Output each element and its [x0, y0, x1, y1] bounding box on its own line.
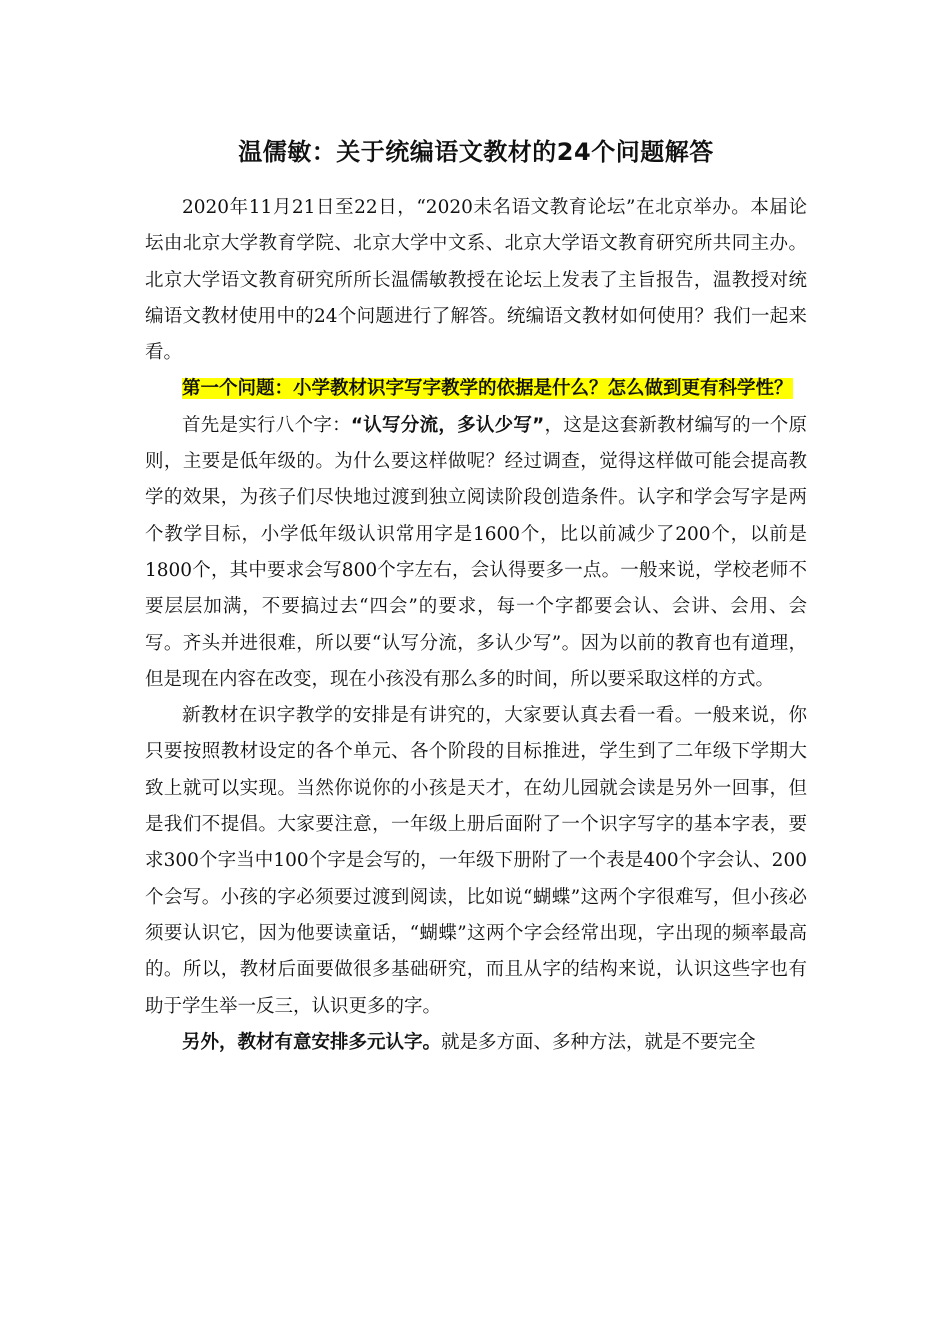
para-3-rest: 就是多方面、多种方法，就是不要完全: [441, 1031, 756, 1053]
document-title: 温儒敏：关于统编语文教材的24个问题解答: [238, 138, 714, 166]
question-highlight: 第一个问题：小学教材识字写字教学的依据是什么？怎么做到更有科学性？: [182, 378, 793, 400]
answer-paragraph-1: [145, 408, 807, 698]
para-1-emphasis: “认写分流，多认少写”: [350, 414, 545, 436]
answer-paragraph-3: [145, 1025, 807, 1061]
para-3-emphasis: 另外，教材有意安排多元认字。: [182, 1031, 442, 1053]
para-1-lead: 首先是实行八个字：: [182, 414, 351, 436]
intro-paragraph: 2020年11月21日至22日，“2020未名语文教育论坛”在北京举办。本届论坛由北京大学教育学院、北京大学中文系、北京大学语文教育研究所共同主办。北京大学语文教育研究所所长温儒敏教授在论坛上发表了主旨报告，温教授对统编语文教材使用中的24个问题进行了解答。统编语文教材如何使用？我们一起来看。: [145, 197, 807, 364]
answer-paragraph-2: 新教材在识字教学的安排是有讲究的，大家要认真去看一看。一般来说，你只要按照教材设定的各个单元、各个阶段的目标推进，学生到了二年级下学期大致上就可以实现。当然你说你的小孩是天才，在幼儿园就会读是另外一回事，但是我们不提倡。大家要注意，一年级上册后面附了一个识字写字的基本字表，要求300个字当中100个字是会写的，一年级下册附了一个表是400个字会认、200个会写。小孩的字必须要过渡到阅读，比如说“蝴蝶”这两个字很难写，但小孩必须要认识它，因为他要读童话，“蝴蝶”这两个字会经常出现，字出现的频率最高的。所以，教材后面要做很多基础研究，而且从字的结构来说，认识这些字也有助于学生举一反三，认识更多的字。: [145, 705, 807, 1017]
document-page: [145, 128, 807, 1061]
para-1-rest: ，这是这套新教材编写的一个原则，主要是低年级的。为什么要这样做呢？经过调查，觉得这样做可能会提高教学的效果，为孩子们尽快地过渡到独立阅读阶段创造条件。认字和学会写字是两个教学目标，小学低年级认识常用字是1600个，比以前减少了200个，以前是1800个，其中要求会写800个字左右，会认得要多一点。一般来说，学校老师不要层层加满，不要搞过去“四会”的要求，每一个字都要会认、会讲、会用、会写。齐头并进很难，所以要“认写分流，多认少写”。因为以前的教育也有道理，但是现在内容在改变，现在小孩没有那么多的时间，所以要采取这样的方式。: [145, 414, 807, 690]
question-heading: [145, 371, 807, 407]
